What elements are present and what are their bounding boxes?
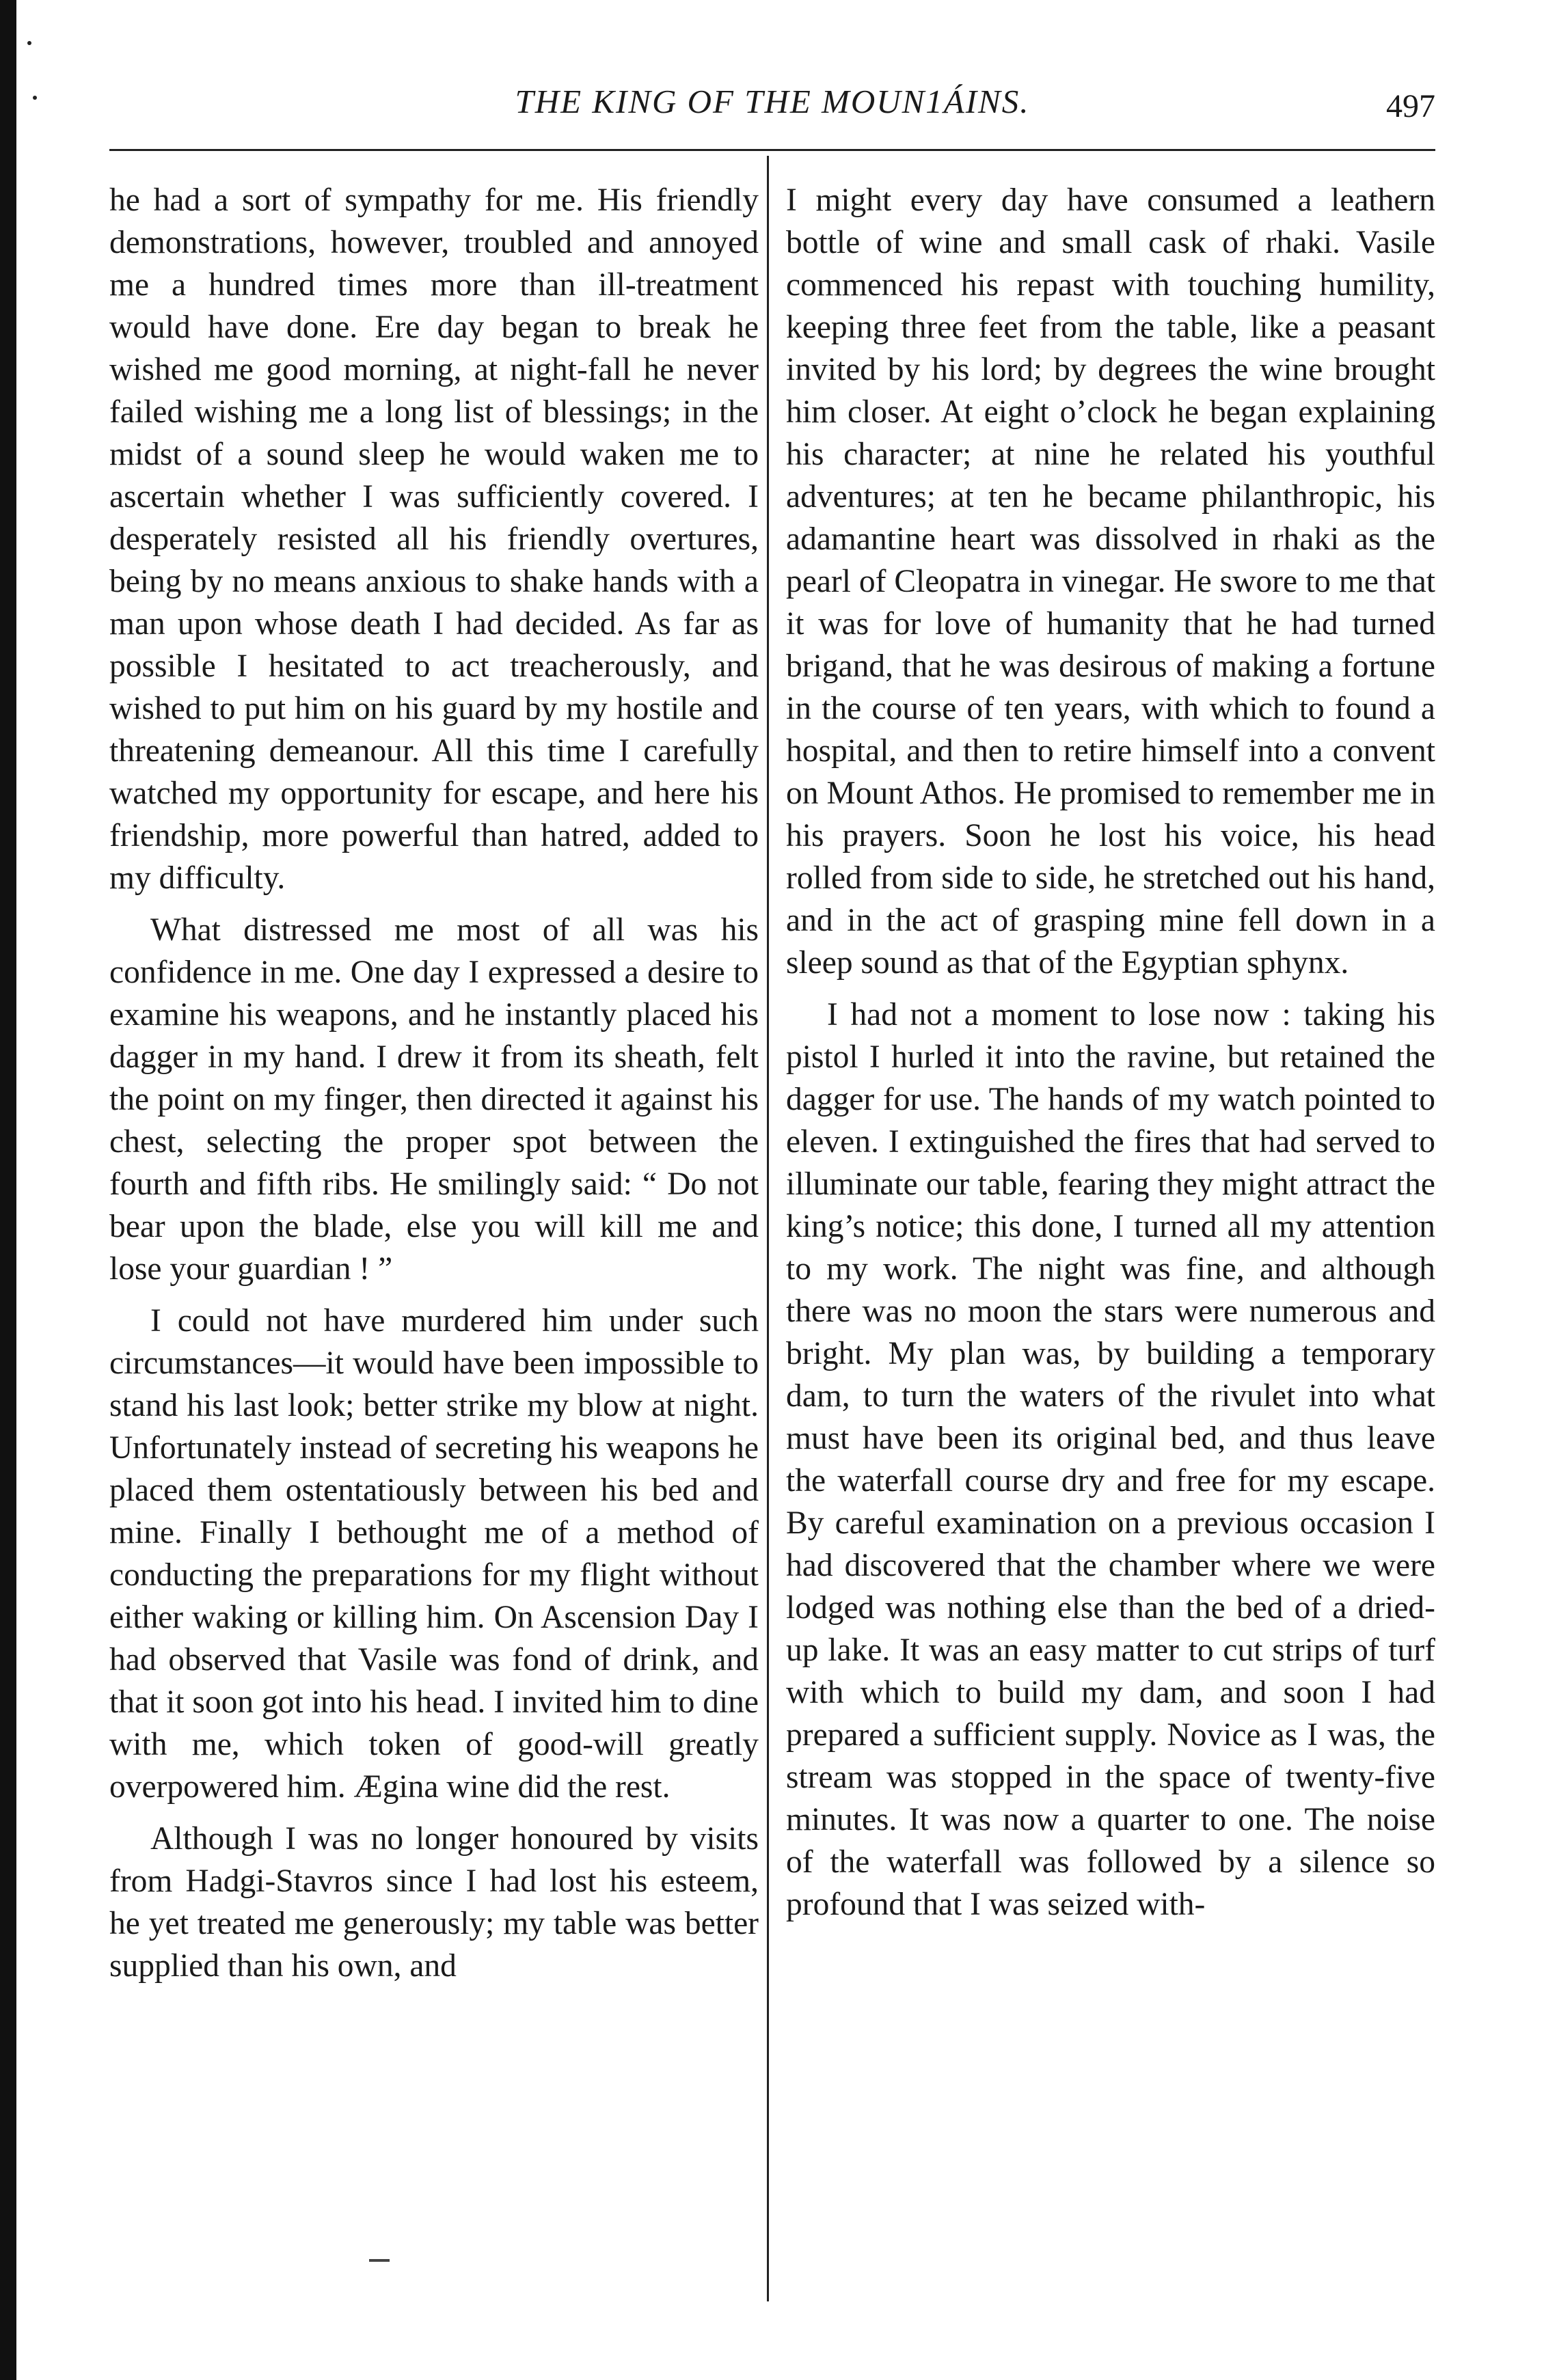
scan-speck xyxy=(33,96,37,100)
left-column xyxy=(109,179,759,1997)
paragraph: Although I was no longer honoured by visits from Hadgi-Stavros since I had lost his esteem, he yet treated me generously; my table was better supplied than his own, and xyxy=(109,1821,759,1984)
right-column xyxy=(786,179,1435,1935)
page-number: 497 xyxy=(1386,88,1435,124)
scan-speck xyxy=(27,41,31,45)
running-title: THE KING OF THE MOUN1ÁINS. xyxy=(515,83,1030,120)
paragraph: What distressed me most of all was his confidence in me. One day I expressed a desire to examine his weapons, and he instantly placed his dagger in my hand. I drew it from its sheath, felt the point on my finger, then directed it against his chest, selecting the proper spot between the fourth and fifth ribs. He smilingly said: “ Do not bear upon the blade, else you will kill me and lose your guardian ! ” xyxy=(109,912,759,1287)
paragraph: I could not have murdered him under such circumstances—it would have been impossible to stand his last look; better strike my blow at night. Unfortunately instead of secreting his weapons he placed them ostentatiously between his bed and mine. Finally I bethought me of a method of conducting the preparations for my flight without either waking or killing him. On Ascension Day I had observed that Vasile was fond of drink, and that it soon got into his head. I invited him to dine with me, which token of good-will greatly overpowered him. Ægina wine did the rest. xyxy=(109,1303,759,1805)
column-divider xyxy=(767,156,769,2301)
paragraph: I had not a moment to lose now : taking his pistol I hurled it into the ravine, but retained the dagger for use. The hands of my watch pointed to eleven. I extinguished the fires that had served to illuminate our table, fearing they might attract the king’s notice; this done, I turned all my attention to my work. The night was fine, and although there was no moon the stars were numerous and bright. My plan was, by building a temporary dam, to turn the waters of the rivulet into what must have been its original bed, and thus leave the waterfall course dry and free for my escape. By careful examination on a previous occasion I had discovered that the chamber where we were lodged was nothing else than the bed of a dried-up lake. It was an easy matter to cut strips of turf with which to build my dam, and soon I had prepared a sufficient supply. Novice as I was, the stream was stopped in the space of twenty-five minutes. It was now a quarter to one. The noise of the waterfall was followed by a silence so profound that I was seized with- xyxy=(786,997,1435,1922)
header-rule xyxy=(109,149,1435,151)
footer-mark xyxy=(369,2259,390,2262)
binding-edge xyxy=(0,0,16,2380)
paragraph: he had a sort of sympathy for me. His friendly demonstrations, however, troubled and annoyed me a hundred times more than ill-treatment would have done. Ere day began to break he wished me good morning, at night-fall he never failed wishing me a long list of blessings; in the midst of a sound sleep he would waken me to ascertain whether I was sufficiently covered. I desperately resisted all his friendly overtures, being by no means anxious to shake hands with a man upon whose death I had decided. As far as possible I hesitated to act treacherously, and wished to put him on his guard by my hostile and threatening demeanour. All this time I carefully watched my opportunity for escape, and here his friendship, more powerful than hatred, added to my difficulty. xyxy=(109,182,759,896)
page-header xyxy=(109,75,1435,143)
paragraph: I might every day have consumed a leathern bottle of wine and small cask of rhaki. Vasile commenced his repast with touching humility, keeping three feet from the table, like a peasant invited by his lord; by degrees the wine brought him closer. At eight o’clock he began explaining his character; at nine he related his youthful adventures; at ten he became philanthropic, his adamantine heart was dissolved in rhaki as the pearl of Cleopatra in vinegar. He swore to me that it was for love of humanity that he had turned brigand, that he was desirous of making a fortune in the course of ten years, with which to found a hospital, and then to retire himself into a convent on Mount Athos. He promised to remember me in his prayers. Soon he lost his voice, his head rolled from side to side, he stretched out his hand, and in the act of grasping mine fell down in a sleep sound as that of the Egyptian sphynx. xyxy=(786,182,1435,981)
